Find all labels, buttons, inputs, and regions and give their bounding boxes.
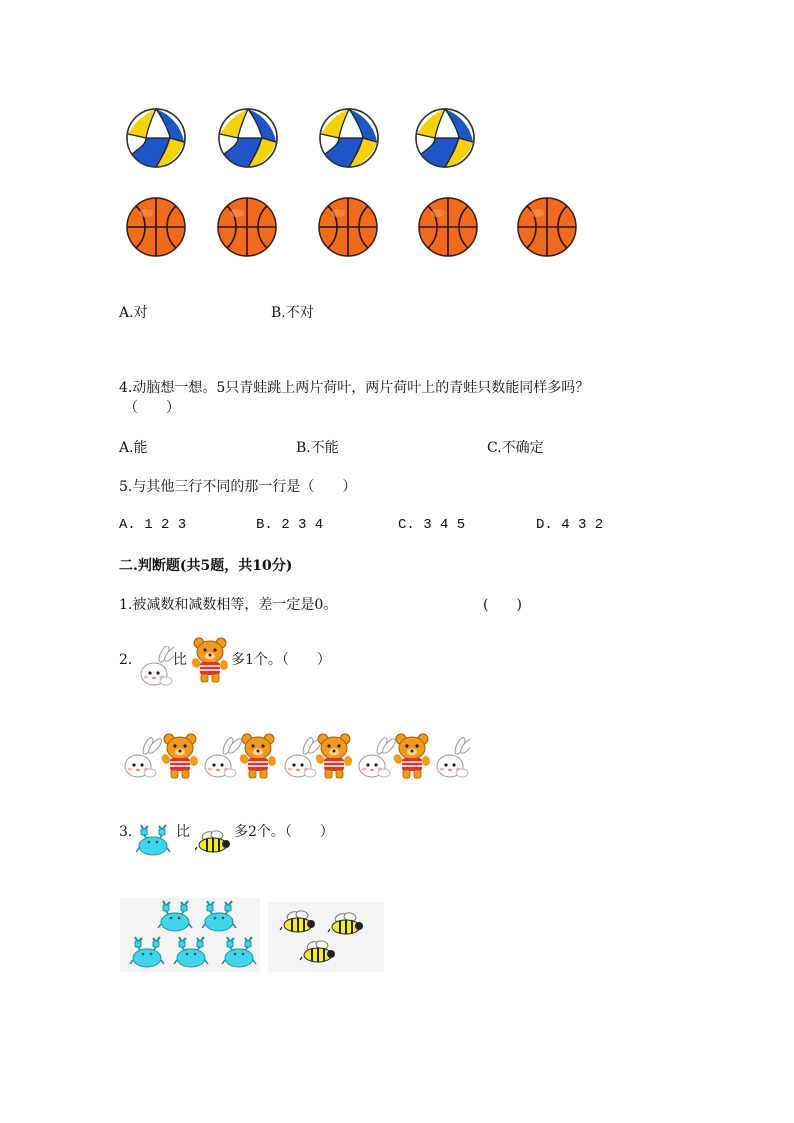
q5-option-a[interactable]: A. 1 2 3 [119, 517, 187, 533]
volleyball-row [126, 108, 486, 168]
rabbit-icon [437, 736, 470, 777]
basketball-icon [319, 198, 377, 256]
s2-q2-number: 2. [119, 652, 133, 668]
q5-option-c[interactable]: C. 3 4 5 [398, 517, 466, 533]
q4-answer-paren[interactable]: （ ） [124, 400, 180, 416]
s2-q2-bi: 比 [173, 652, 187, 668]
basketball-icon [218, 198, 276, 256]
crab-group [120, 898, 260, 972]
rabbit-icon [359, 736, 397, 777]
s2-q3-number: 3. [119, 824, 133, 840]
bear-icon [160, 734, 198, 778]
volleyball-icon [416, 109, 474, 167]
bear-icon [190, 636, 230, 684]
q3-option-a[interactable]: A.对 [119, 305, 148, 321]
rabbit-icon [205, 736, 243, 777]
bee-group [268, 902, 384, 972]
bear-icon [392, 734, 430, 778]
q4-option-c[interactable]: C.不确定 [487, 440, 544, 456]
rabbit-icon [125, 736, 163, 777]
basketball-row [126, 196, 586, 258]
q4-option-a[interactable]: A.能 [119, 440, 148, 456]
bee-icon [195, 830, 233, 856]
s2-q1-question: 1.被减数和减数相等，差一定是0。 [119, 597, 338, 613]
q3-option-b[interactable]: B.不对 [271, 305, 314, 321]
section-title: 二.判断题(共5题，共10分) [119, 558, 293, 574]
q5-question: 5.与其他三行不同的那一行是（ ） [119, 479, 357, 495]
crab-icon [136, 824, 172, 858]
s2-q3-bi: 比 [176, 824, 190, 840]
s2-q3-rest: 多2个。（ ） [234, 824, 334, 840]
q4-question: 4.动脑想一想。5只青蛙跳上两片荷叶，两片荷叶上的青蛙只数能同样多吗？ [119, 380, 590, 396]
rabbit-icon [134, 646, 174, 688]
volleyball-icon [219, 109, 277, 167]
q4-option-b[interactable]: B.不能 [296, 440, 339, 456]
bear-icon [314, 734, 352, 778]
volleyball-icon [127, 109, 185, 167]
basketball-icon [419, 198, 477, 256]
basketball-icon [518, 198, 576, 256]
s2-q1-answer-paren[interactable]: ( ) [483, 597, 522, 613]
q5-option-b[interactable]: B. 2 3 4 [256, 517, 324, 533]
basketball-icon [127, 198, 185, 256]
rabbit-bear-row [118, 730, 470, 782]
s2-q2-rest: 多1个。（ ） [231, 652, 331, 668]
volleyball-icon [320, 109, 378, 167]
q5-option-d[interactable]: D. 4 3 2 [536, 517, 604, 533]
bear-icon [238, 734, 276, 778]
